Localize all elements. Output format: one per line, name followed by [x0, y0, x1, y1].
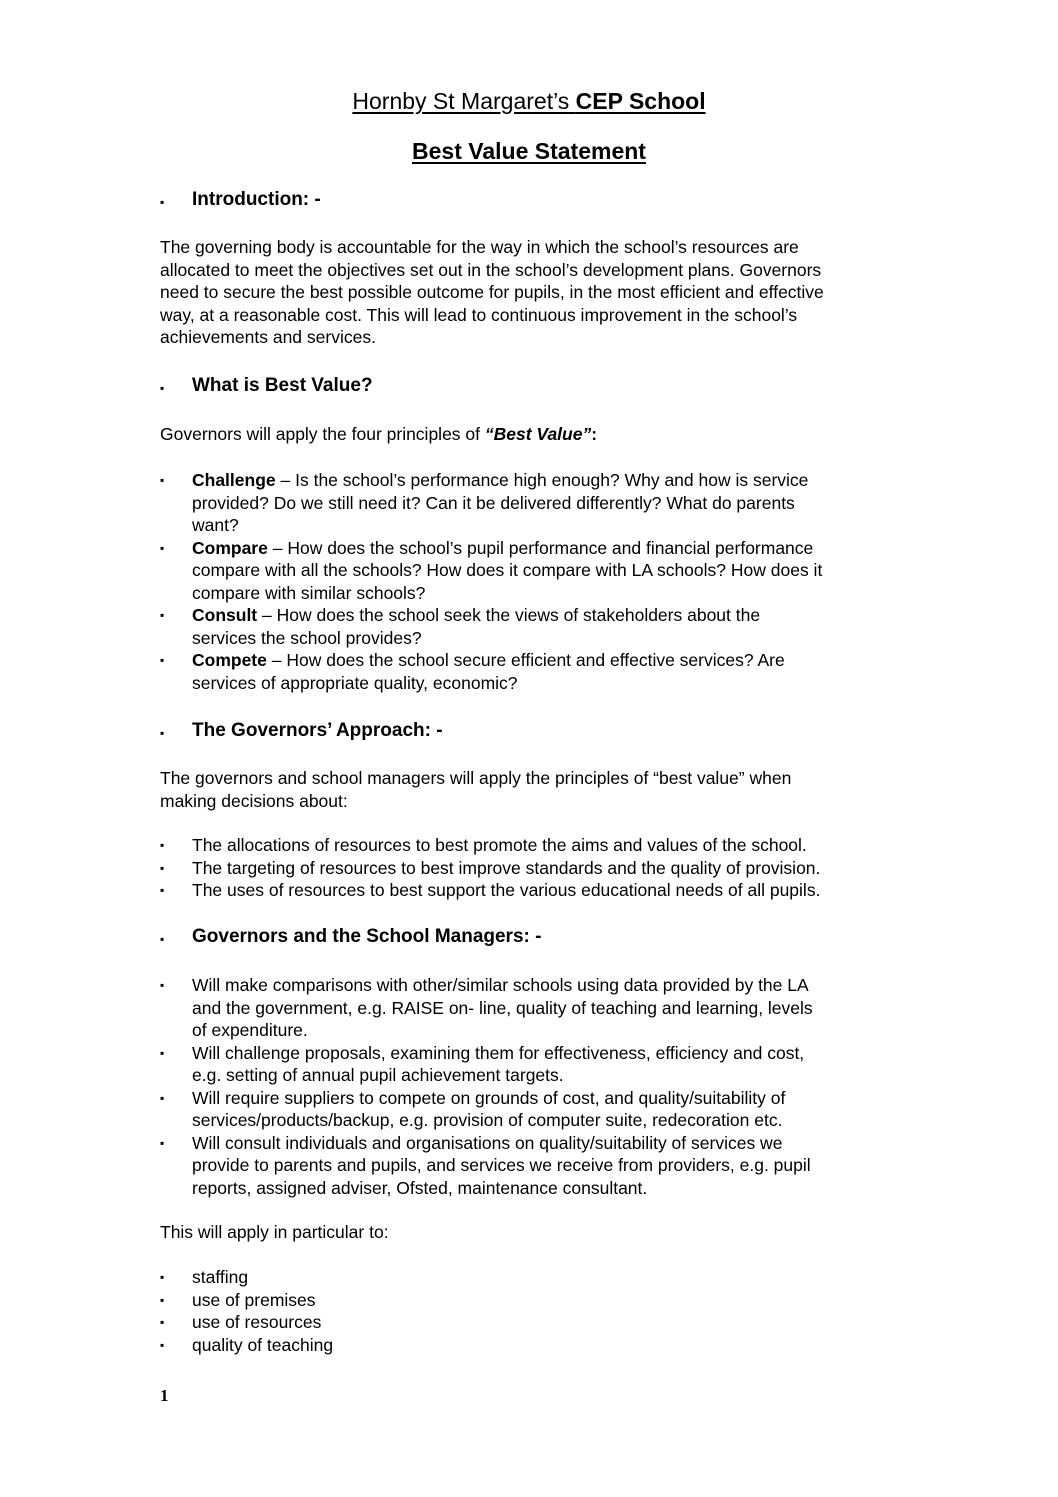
bullet-icon: ▪ [160, 653, 165, 667]
bullet-icon: ▪ [160, 1090, 165, 1105]
intro-colon: : [591, 424, 598, 444]
document-title: Best Value Statement [412, 138, 646, 164]
list-item [160, 1087, 920, 1132]
principle-text: – Is the school’s performance high enough? Why and how is service [280, 470, 809, 490]
list-item-text: of expenditure. [192, 1020, 308, 1040]
list-item-text: quality of teaching [192, 1334, 334, 1355]
list-item-text: The uses of resources to best support the various educational needs of all pupils. [192, 880, 821, 900]
bullet-icon: ▪ [160, 195, 165, 209]
list-item [160, 1266, 920, 1289]
intro-text: Governors will apply the four principles of [160, 424, 485, 444]
best-value-heading-text: What is Best Value? [192, 375, 373, 396]
bullet-icon: ▪ [160, 1337, 165, 1352]
bullet-icon: ▪ [160, 1315, 165, 1329]
paragraph-line: The governors and school managers will apply the principles of “best value” when [160, 768, 792, 788]
list-item [160, 1132, 920, 1200]
principles-list [160, 469, 920, 694]
list-item-text: use of premises [192, 1289, 316, 1310]
bullet-icon: ▪ [160, 860, 165, 875]
list-item-text: The allocations of resources to best promote the aims and values of the school. [192, 835, 807, 855]
best-value-intro [160, 423, 920, 446]
principle-term: Challenge [192, 470, 276, 490]
school-title-text: Hornby St Margaret’s [352, 88, 576, 114]
paragraph-line: making decisions about: [160, 790, 348, 811]
paragraph-line: need to secure the best possible outcome for pupils, in the most efficient and effective [160, 282, 824, 302]
principle-text: – How does the school’s pupil performance and financial performance [272, 537, 814, 558]
list-item-text: reports, assigned adviser, Ofsted, maintenance consultant. [192, 1177, 648, 1198]
approach-paragraph [160, 767, 920, 812]
bullet-icon: ▪ [160, 540, 165, 555]
bullet-icon: ▪ [160, 1135, 165, 1150]
paragraph-line: achievements and services. [160, 327, 376, 347]
list-item [160, 1289, 920, 1312]
principle-text: provided? Do we still need it? Can it be delivered differently? What do parents [192, 492, 795, 513]
list-item-text: e.g. setting of annual pupil achievement targets. [192, 1065, 564, 1085]
page-number: 1 [160, 1386, 169, 1405]
best-value-quote: “Best Value” [484, 424, 592, 444]
school-title [0, 88, 1058, 115]
list-item-text: provide to parents and pupils, and services we receive from providers, e.g. pupil [192, 1155, 811, 1175]
paragraph-line: way, at a reasonable cost. This will lead to continuous improvement in the school’s [160, 304, 798, 325]
introduction-paragraph [160, 236, 920, 349]
introduction-heading-text: Introduction: - [192, 189, 321, 210]
managers-heading-text: Governors and the School Managers: - [192, 926, 542, 947]
list-item [160, 974, 920, 1042]
principle-text: – How does the school seek the views of stakeholders about the [262, 605, 761, 625]
bullet-icon: ▪ [160, 381, 165, 395]
principle-text: compare with similar schools? [192, 582, 426, 603]
principle-text: – How does the school secure efficient and effective services? Are [271, 650, 785, 670]
list-item-text: and the government, e.g. RAISE on- line, quality of teaching and learning, levels [192, 997, 813, 1018]
bullet-icon: ▪ [160, 1045, 165, 1060]
list-item [160, 469, 920, 537]
principle-term: Consult [192, 605, 258, 625]
bullet-icon: ▪ [160, 473, 165, 487]
bullet-icon: ▪ [160, 978, 165, 992]
list-item [160, 834, 920, 857]
bullet-icon: ▪ [160, 1292, 165, 1307]
principle-text: want? [192, 515, 239, 535]
approach-list [160, 834, 920, 902]
particular-list [160, 1266, 920, 1356]
list-item-text: The targeting of resources to best improve standards and the quality of provision. [192, 857, 821, 878]
principle-term: Compete [192, 650, 267, 670]
principle-text: services the school provides? [192, 627, 422, 648]
list-item [160, 649, 920, 694]
principle-term: Compare [192, 537, 268, 558]
list-item-text: Will make comparisons with other/similar schools using data provided by the LA [192, 975, 809, 995]
paragraph-line: allocated to meet the objectives set out in the school’s development plans. Governors [160, 259, 822, 280]
list-item [160, 1334, 920, 1357]
bullet-icon: ▪ [160, 608, 165, 622]
list-item-text: Will challenge proposals, examining them for effectiveness, efficiency and cost, [192, 1042, 805, 1063]
managers-list [160, 974, 920, 1199]
bullet-icon: ▪ [160, 726, 165, 740]
principle-text: compare with all the schools? How does it compare with LA schools? How does it [192, 560, 823, 580]
approach-heading-text: The Governors’ Approach: - [192, 720, 443, 741]
bullet-icon: ▪ [160, 932, 165, 946]
list-item-text: use of resources [192, 1312, 322, 1332]
particular-intro: This will apply in particular to: [160, 1222, 389, 1242]
list-item-text: staffing [192, 1267, 249, 1287]
list-item [160, 1311, 920, 1334]
bullet-icon: ▪ [160, 1270, 165, 1284]
list-item [160, 604, 920, 649]
list-item [160, 879, 920, 902]
school-title-bold: CEP School [575, 88, 706, 114]
paragraph-line: The governing body is accountable for the way in which the school’s resources are [160, 237, 799, 257]
bullet-icon: ▪ [160, 838, 165, 852]
list-item [160, 857, 920, 880]
list-item [160, 1042, 920, 1087]
list-item-text: Will require suppliers to compete on grounds of cost, and quality/suitability of [192, 1087, 786, 1108]
list-item-text: services/products/backup, e.g. provision of computer suite, redecoration etc. [192, 1110, 783, 1130]
list-item-text: Will consult individuals and organisations on quality/suitability of services we [192, 1132, 783, 1153]
list-item [160, 537, 920, 605]
principle-text: services of appropriate quality, economic? [192, 672, 518, 693]
bullet-icon: ▪ [160, 883, 165, 897]
